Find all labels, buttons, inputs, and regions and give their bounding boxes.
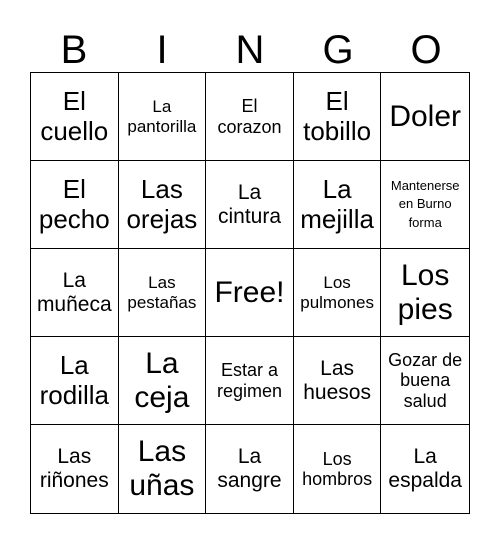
bingo-cell[interactable]: [381, 337, 469, 425]
bingo-cell[interactable]: [294, 161, 382, 249]
cell-label: La ceja: [134, 346, 190, 414]
cell-label: Mantenerse en Burno forma: [390, 178, 460, 230]
cell-label: El pecho: [38, 174, 110, 234]
cell-label: Los pies: [397, 258, 453, 326]
cell-label: Estar a regimen: [216, 360, 282, 401]
bingo-cell[interactable]: [381, 425, 469, 513]
bingo-cell[interactable]: [294, 425, 382, 513]
cell-label: Las uñas: [129, 435, 195, 502]
cell-label: La rodilla: [39, 350, 109, 410]
bingo-cell[interactable]: [294, 73, 382, 161]
bingo-cell[interactable]: [119, 425, 207, 513]
header-letter-g: G: [322, 28, 354, 72]
bingo-cell[interactable]: [31, 249, 119, 337]
bingo-cell[interactable]: [119, 337, 207, 425]
bingo-cell[interactable]: [381, 249, 469, 337]
header-letter-b: B: [60, 28, 88, 72]
cell-label: Los pulmones: [300, 273, 374, 312]
cell-label: La sangre: [217, 445, 282, 492]
cell-label: El corazon: [217, 96, 282, 137]
cell-label: La cintura: [217, 180, 281, 228]
bingo-header: [30, 28, 470, 72]
bingo-cell[interactable]: [294, 337, 382, 425]
cell-label: La espalda: [388, 445, 462, 492]
bingo-cell[interactable]: [206, 73, 294, 161]
bingo-cell[interactable]: [381, 73, 469, 161]
bingo-cell[interactable]: [119, 161, 207, 249]
header-letter-o: O: [410, 28, 442, 72]
bingo-cell[interactable]: [31, 161, 119, 249]
cell-label: Los hombros: [302, 448, 373, 489]
bingo-cell[interactable]: [206, 337, 294, 425]
bingo-cell[interactable]: [31, 73, 119, 161]
cell-label: Doler: [389, 99, 462, 133]
cell-label: Gozar de buena salud: [388, 350, 463, 411]
bingo-cell-free[interactable]: [206, 249, 294, 337]
cell-label: La muñeca: [36, 268, 112, 316]
header-letter-n: N: [235, 28, 265, 72]
bingo-board: [30, 72, 470, 514]
cell-label: El cuello: [40, 86, 109, 146]
header-letter-i: I: [156, 28, 168, 72]
cell-label: La mejilla: [300, 174, 374, 234]
cell-label: Las orejas: [126, 174, 198, 234]
cell-label: El tobillo: [303, 86, 372, 146]
cell-label: Las pestañas: [127, 273, 197, 312]
bingo-cell[interactable]: [31, 425, 119, 513]
bingo-cell[interactable]: [206, 425, 294, 513]
cell-label: Free!: [214, 275, 285, 309]
bingo-cell[interactable]: [119, 73, 207, 161]
cell-label: Las riñones: [39, 445, 109, 492]
bingo-cell[interactable]: [119, 249, 207, 337]
bingo-cell[interactable]: [31, 337, 119, 425]
cell-label: La pantorilla: [127, 97, 197, 136]
bingo-cell[interactable]: [294, 249, 382, 337]
cell-label: Las huesos: [303, 356, 371, 404]
bingo-cell[interactable]: [381, 161, 469, 249]
bingo-cell[interactable]: [206, 161, 294, 249]
